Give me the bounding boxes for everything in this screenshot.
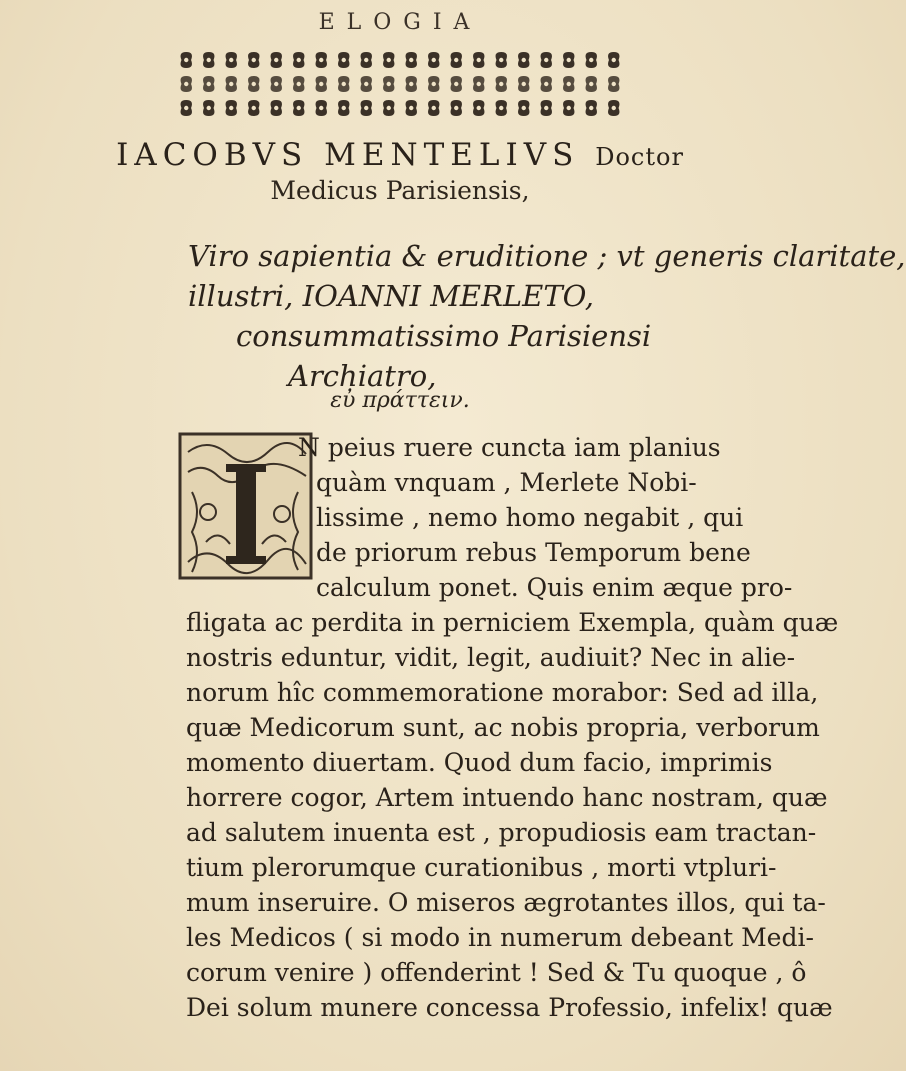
fleuron-dot bbox=[342, 106, 346, 110]
fleuron-dot bbox=[589, 106, 593, 110]
text-line: N peius ruere cuncta iam planius bbox=[298, 433, 721, 462]
fleuron-dot bbox=[612, 106, 616, 110]
fleuron-dot bbox=[544, 82, 548, 86]
fleuron-dot bbox=[364, 58, 368, 62]
fleuron-dot bbox=[544, 106, 548, 110]
fleuron-dot bbox=[522, 58, 526, 62]
fleuron-dot bbox=[364, 106, 368, 110]
fleuron-dot bbox=[499, 58, 503, 62]
fleuron-dot bbox=[184, 58, 188, 62]
text-line: fligata ac perdita in perniciem Exempla, quàm quæ bbox=[186, 608, 839, 637]
text-line: Dei solum munere concessa Professio, infelix! quæ bbox=[186, 993, 833, 1022]
fleuron-dot bbox=[319, 82, 323, 86]
fleuron-dot bbox=[297, 106, 301, 110]
fleuron-dot bbox=[409, 106, 413, 110]
fleuron-dot bbox=[387, 58, 391, 62]
fleuron-dot bbox=[612, 82, 616, 86]
dedication-line: Viro sapientia & eruditione ; vt generis claritate, bbox=[188, 239, 906, 273]
fleuron-dot bbox=[612, 58, 616, 62]
dedication-line: Archiatro, bbox=[288, 359, 437, 393]
fleuron-dot bbox=[499, 82, 503, 86]
fleuron-dot bbox=[229, 58, 233, 62]
text-line: norum hîc commemoratione morabor: Sed ad illa, bbox=[186, 678, 819, 707]
fleuron-dot bbox=[477, 106, 481, 110]
text-line: momento diuertam. Quod dum facio, imprimis bbox=[186, 748, 773, 777]
fleuron-dot bbox=[589, 58, 593, 62]
fleuron-dot bbox=[252, 82, 256, 86]
dedication-line: illustri, IOANNI MERLETO, bbox=[188, 279, 594, 313]
fleuron-dot bbox=[544, 58, 548, 62]
fleuron-dot bbox=[387, 82, 391, 86]
fleuron-dot bbox=[454, 106, 458, 110]
fleuron-dot bbox=[274, 58, 278, 62]
dedication-line: consummatissimo Parisiensi bbox=[236, 319, 652, 353]
fleuron-dot bbox=[207, 82, 211, 86]
fleuron-dot bbox=[477, 58, 481, 62]
fleuron-dot bbox=[207, 58, 211, 62]
author-name: IACOBVS MENTELIVS bbox=[116, 137, 580, 173]
text-line: mum inseruire. O miseros ægrotantes illos, qui ta- bbox=[186, 888, 826, 917]
fleuron-dot bbox=[319, 106, 323, 110]
greek-salutation: εὐ πράττειν. bbox=[330, 388, 470, 413]
fleuron-dot bbox=[274, 106, 278, 110]
author-heading bbox=[0, 137, 800, 173]
fleuron-dot bbox=[319, 58, 323, 62]
text-line: de priorum rebus Temporum bene bbox=[316, 538, 751, 567]
fleuron-dot bbox=[252, 106, 256, 110]
text-line: calculum ponet. Quis enim æque pro- bbox=[316, 573, 793, 602]
text-line: ad salutem inuenta est , propudiosis eam tractan- bbox=[186, 818, 817, 847]
text-line: les Medicos ( si modo in numerum debeant Medi- bbox=[186, 923, 814, 952]
text-line: lissime , nemo homo negabit , qui bbox=[316, 503, 744, 532]
text-line: nostris eduntur, vidit, legit, audiuit? Nec in alie- bbox=[186, 643, 796, 672]
fleuron-dot bbox=[432, 106, 436, 110]
author-degree: Doctor bbox=[595, 143, 684, 171]
fleuron-dot bbox=[297, 58, 301, 62]
fleuron-dot bbox=[184, 82, 188, 86]
fleuron-dot bbox=[364, 82, 368, 86]
text-line: horrere cogor, Artem intuendo hanc nostram, quæ bbox=[186, 783, 828, 812]
fleuron-dot bbox=[229, 106, 233, 110]
fleuron-dot bbox=[229, 82, 233, 86]
text-line: quæ Medicorum sunt, ac nobis propria, verborum bbox=[186, 713, 820, 742]
fleuron-dot bbox=[409, 58, 413, 62]
author-subtitle: Medicus Parisiensis, bbox=[270, 176, 530, 205]
fleuron-dot bbox=[342, 58, 346, 62]
fleuron-dot bbox=[477, 82, 481, 86]
text-line: corum venire ) offenderint ! Sed & Tu quoque , ô bbox=[186, 958, 807, 987]
fleuron-dot bbox=[432, 82, 436, 86]
fleuron-dot bbox=[567, 106, 571, 110]
drop-cap-letter: I bbox=[246, 522, 247, 523]
running-head: ELOGIA bbox=[318, 10, 482, 35]
fleuron-dot bbox=[567, 82, 571, 86]
fleuron-dot bbox=[274, 82, 278, 86]
fleuron-dot bbox=[522, 82, 526, 86]
fleuron-dot bbox=[252, 58, 256, 62]
fleuron-dot bbox=[297, 82, 301, 86]
printers-ornament-band bbox=[175, 48, 625, 122]
fleuron-dot bbox=[207, 106, 211, 110]
fleuron-dot bbox=[432, 58, 436, 62]
fleuron-dot bbox=[522, 106, 526, 110]
fleuron-dot bbox=[454, 82, 458, 86]
fleuron-dot bbox=[454, 58, 458, 62]
fleuron-dot bbox=[589, 82, 593, 86]
decorated-initial bbox=[178, 432, 313, 580]
fleuron-dot bbox=[567, 58, 571, 62]
fleuron-dot bbox=[184, 106, 188, 110]
fleuron-dot bbox=[342, 82, 346, 86]
fleuron-dot bbox=[387, 106, 391, 110]
fleuron-dot bbox=[499, 106, 503, 110]
text-line: quàm vnquam , Merlete Nobi- bbox=[316, 468, 697, 497]
text-line: tium plerorumque curationibus , morti vtpluri- bbox=[186, 853, 777, 882]
fleuron-dot bbox=[409, 82, 413, 86]
